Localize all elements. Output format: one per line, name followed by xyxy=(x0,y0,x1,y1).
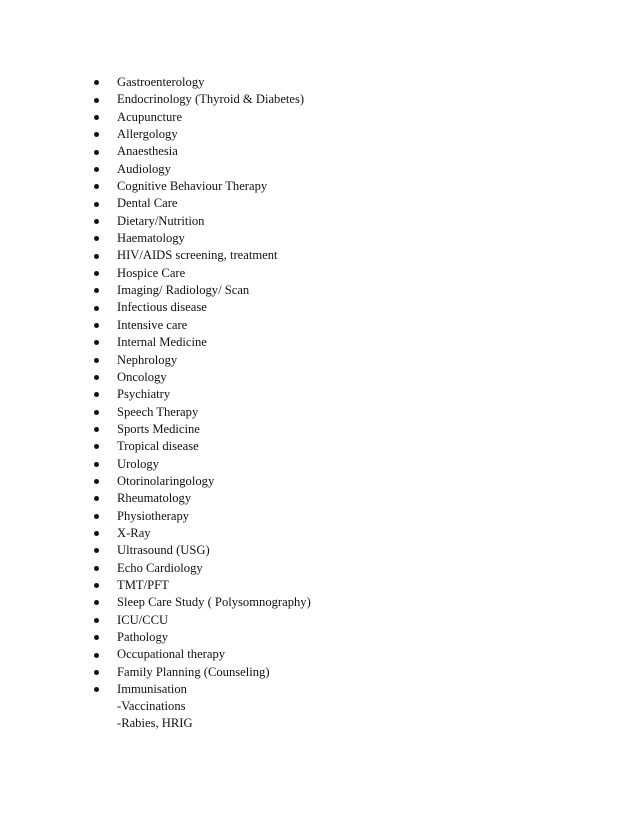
list-item-label: Haematology xyxy=(117,231,185,246)
sub-list-item: -Vaccinations xyxy=(117,699,186,714)
list-item-label: Tropical disease xyxy=(117,439,199,454)
bullet-icon xyxy=(94,548,99,553)
list-item-label: Echo Cardiology xyxy=(117,560,203,575)
list-item xyxy=(90,404,311,421)
list-item xyxy=(90,594,311,611)
list-item xyxy=(90,299,311,316)
list-item xyxy=(90,317,311,334)
bullet-icon xyxy=(94,132,99,137)
services-list xyxy=(90,74,311,732)
bullet-icon xyxy=(94,236,99,241)
list-item xyxy=(90,490,311,507)
list-item-label: Occupational therapy xyxy=(117,647,226,662)
bullet-icon xyxy=(94,323,99,328)
list-item-label: Urology xyxy=(117,456,159,471)
list-item-label: Nephrology xyxy=(117,352,178,367)
list-item xyxy=(90,230,311,247)
list-item xyxy=(90,282,311,299)
list-item-label: Psychiatry xyxy=(117,387,171,402)
list-item xyxy=(90,386,311,403)
bullet-icon xyxy=(94,600,99,605)
list-item-label: Acupuncture xyxy=(117,109,183,124)
list-item-label: Physiotherapy xyxy=(117,508,190,523)
bullet-icon xyxy=(94,583,99,588)
list-item xyxy=(90,352,311,369)
list-item xyxy=(90,247,311,264)
bullet-icon xyxy=(94,254,99,259)
list-item xyxy=(90,161,311,178)
list-item xyxy=(90,195,311,212)
list-item-label: Imaging/ Radiology/ Scan xyxy=(117,283,250,298)
list-item-label: Oncology xyxy=(117,369,167,384)
bullet-icon xyxy=(94,496,99,501)
bullet-icon xyxy=(94,462,99,467)
list-item xyxy=(90,178,311,195)
list-item xyxy=(90,143,311,160)
bullet-icon xyxy=(94,444,99,449)
list-item xyxy=(90,456,311,473)
list-item xyxy=(90,109,311,126)
list-item-label: X-Ray xyxy=(117,525,151,540)
list-item-label: Audiology xyxy=(117,161,171,176)
bullet-icon xyxy=(94,392,99,397)
list-item-label: Sleep Care Study ( Polysomnography) xyxy=(117,595,311,610)
bullet-icon xyxy=(94,219,99,224)
list-item-label: Infectious disease xyxy=(117,300,207,315)
bullet-icon xyxy=(94,340,99,345)
bullet-icon xyxy=(94,271,99,276)
list-item xyxy=(90,126,311,143)
list-item-label: Sports Medicine xyxy=(117,421,200,436)
bullet-icon xyxy=(94,531,99,536)
bullet-icon xyxy=(94,184,99,189)
list-item-label: Family Planning (Counseling) xyxy=(117,664,270,679)
list-item xyxy=(90,91,311,108)
bullet-icon xyxy=(94,653,99,658)
list-item xyxy=(90,560,311,577)
bullet-icon xyxy=(94,375,99,380)
bullet-icon xyxy=(94,410,99,415)
list-item-label: TMT/PFT xyxy=(117,577,169,592)
list-item-label: Allergology xyxy=(117,127,178,142)
bullet-icon xyxy=(94,514,99,519)
bullet-icon xyxy=(94,80,99,85)
list-item xyxy=(90,525,311,542)
bullet-icon xyxy=(94,427,99,432)
sub-list-item: -Rabies, HRIG xyxy=(117,716,193,731)
list-item-label: Pathology xyxy=(117,630,169,644)
bullet-icon xyxy=(94,566,99,571)
list-item xyxy=(90,438,311,455)
list-item xyxy=(90,74,311,91)
bullet-icon xyxy=(94,98,99,103)
list-item xyxy=(90,664,311,681)
list-item-label: Otorinolaringology xyxy=(117,473,215,488)
list-item xyxy=(90,542,311,559)
list-item xyxy=(90,213,311,230)
bullet-icon xyxy=(94,479,99,484)
list-item-label: Anaesthesia xyxy=(117,144,178,159)
list-item-label: Rheumatology xyxy=(117,491,192,506)
list-item xyxy=(90,473,311,490)
list-item xyxy=(90,612,311,629)
bullet-icon xyxy=(94,150,99,155)
list-item xyxy=(90,646,311,663)
list-item-label: Immunisation xyxy=(117,682,187,697)
bullet-icon xyxy=(94,202,99,207)
bullet-icon xyxy=(94,687,99,692)
list-item-label: HIV/AIDS screening, treatment xyxy=(117,248,278,263)
list-item-label: Dietary/Nutrition xyxy=(117,213,205,228)
list-item-label: Internal Medicine xyxy=(117,335,207,350)
list-item-label: Cognitive Behaviour Therapy xyxy=(117,179,268,194)
list-item-label: Speech Therapy xyxy=(117,404,199,419)
immunisation-sublist xyxy=(90,698,311,732)
list-item xyxy=(90,629,311,646)
bullet-icon xyxy=(94,670,99,675)
list-item xyxy=(90,577,311,594)
list-item-immunisation xyxy=(90,681,311,698)
list-item xyxy=(90,369,311,386)
list-item-label: Hospice Care xyxy=(117,265,186,280)
bullet-icon xyxy=(94,306,99,311)
list-item xyxy=(90,421,311,438)
list-item-label: Intensive care xyxy=(117,317,188,332)
list-item xyxy=(90,265,311,282)
bullet-icon xyxy=(94,288,99,293)
bullet-icon xyxy=(94,358,99,363)
bullet-icon xyxy=(94,167,99,172)
bullet-icon xyxy=(94,115,99,120)
list-item xyxy=(90,508,311,525)
bullet-icon xyxy=(94,635,99,640)
list-item-label: Dental Care xyxy=(117,196,178,211)
list-item-label: Ultrasound (USG) xyxy=(117,543,210,558)
list-item xyxy=(90,334,311,351)
list-item-label: Gastroenterology xyxy=(117,75,205,89)
list-item-label: Endocrinology (Thyroid & Diabetes) xyxy=(117,92,305,107)
list-item-label: ICU/CCU xyxy=(117,612,169,627)
immunisation-sublist-container xyxy=(90,698,311,732)
bullet-icon xyxy=(94,618,99,623)
